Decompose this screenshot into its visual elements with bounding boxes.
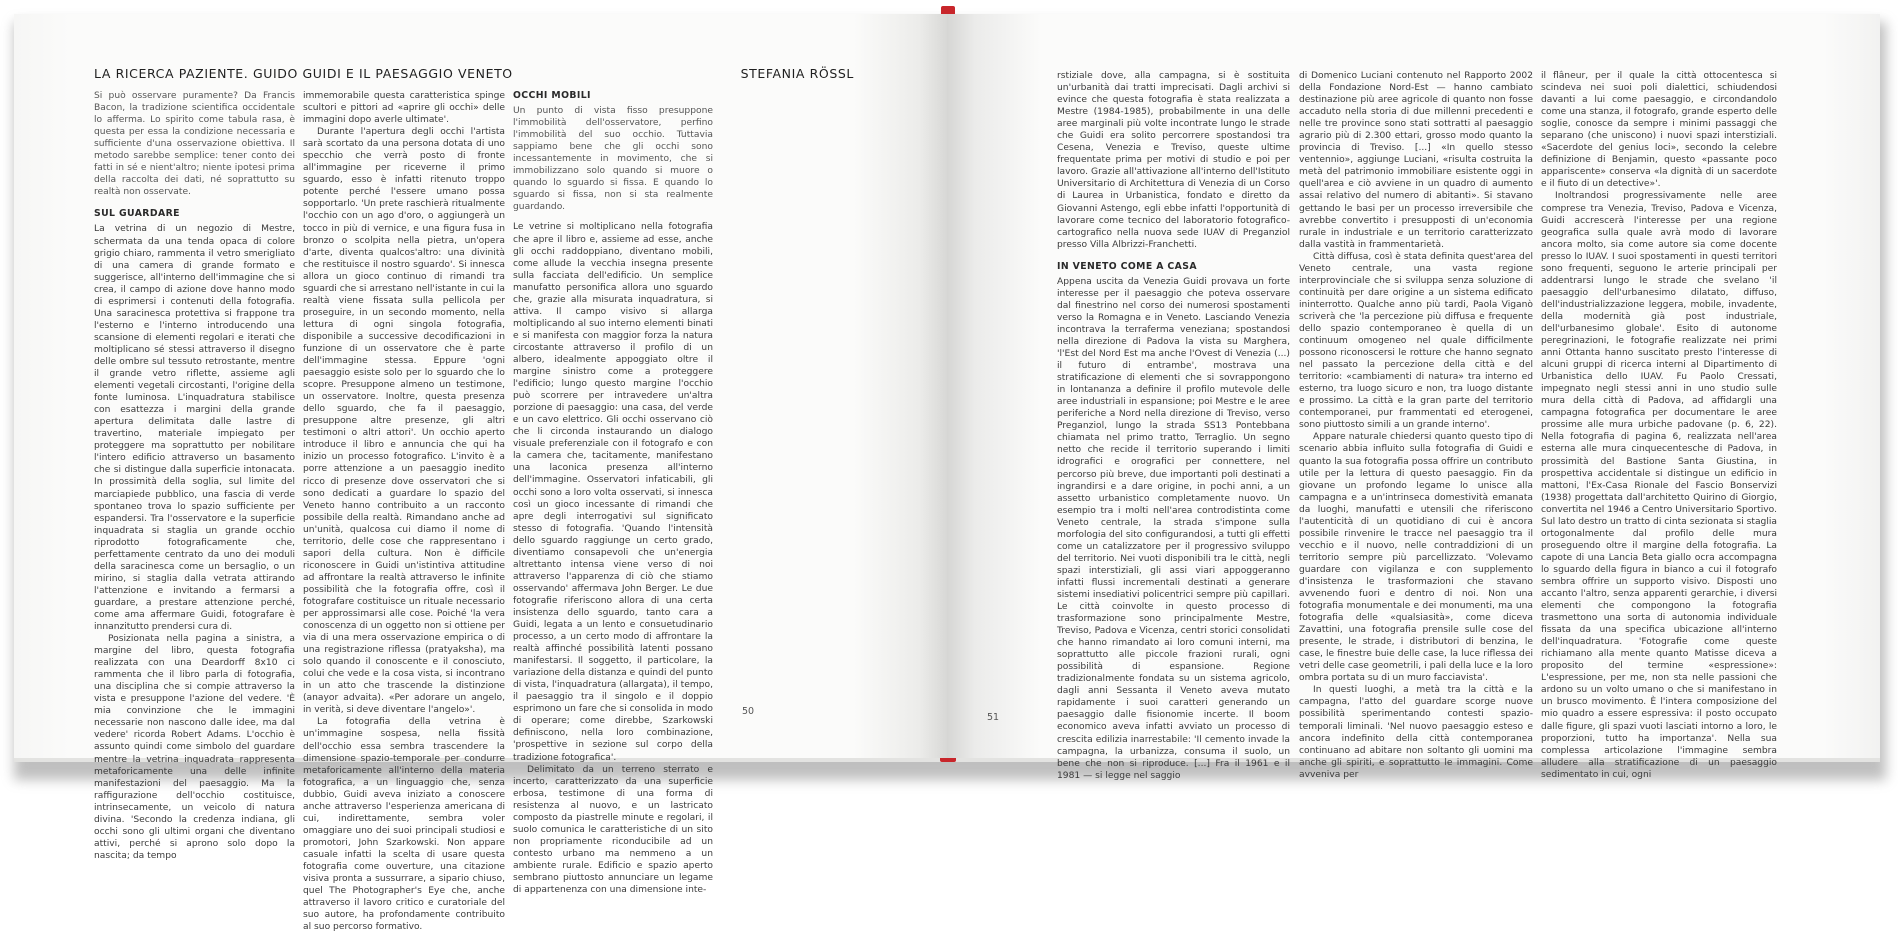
section-heading: IN VENETO COME A CASA (1057, 260, 1197, 272)
paragraph: Durante l'apertura degli occhi l'artista sarà scortato da una persona dotata di uno specchio che verrà posto di fronte all'immagine per riceverne il primo sguardo, esso è infatti ritenuto troppo potente perché l'essere umano possa sopportarlo. 'Un prete raschierà ritualmente l'occhio con un ago d'oro, o aggiungerà un tocco in più di vernice, e una figura fusa in bronzo o scolpita nella pietra, un'opera d'arte, diventa qualcos'altro: una divinità che restituisce il nostro sguardo'. Si innesca allora un gioco continuo di rimandi tra sguardi che si arrestano nell'istante in cui la realtà viene fissata sulla pellicola per proseguire, in un secondo momento, nella lettura di ogni singola fotografia, disponibile a successive decodificazioni in funzione di un osservatore che è parte dell'immagine stessa. Eppure 'ogni paesaggio esiste solo per lo sguardo che lo scopre. Presuppone almeno un testimone, un osservatore. Inoltre, questa presenza dello sguardo, che fa il paesaggio, presuppone altre presenze, gli altri testimoni o altri attori'. Un occhio aperto introduce il libro e annuncia che qui ha inizio un processo fotografico. L'invito è a porre attenzione a un paesaggio inedito ricco di presenze dove osservatori che si sono dedicati a guardare lo spazio del Veneto hanno contribuito a un racconto possibile della realtà. Rimandano anche ad un'unità, qualcosa cui diamo il nome di territorio, delle cose che rappresentano i sapori della cultura. Non è difficile riconoscere in Guidi un'istintiva attitudine ad affrontare la realtà attraverso le infinite possibilità che la fotografia offre, così il fotografare costituisce un rituale necessario per approssimarsi alle cose. Poiché 'la vera conoscenza di un oggetto non si ottiene per via di una mera osservazione empirica o di una registrazione riflessa (pratyaksha), ma solo quando il conoscente e il conosciuto, colui che vede e la cosa vista, si incontrano in un atto che trascende la distinzione (anayor advaita). «Per adorare un angelo, in verità, si deve diventare l'angelo»'. (303, 127, 505, 716)
left-page (14, 14, 947, 933)
right-column-1 (1057, 70, 1290, 782)
paragraph: In questi luoghi, a metà tra la città e la campagna, l'atto del guardare scorge nuove possibilità sperimentando contesti spazio-temporali liminali. 'Nel nuovo paesaggio esteso e ancora indefinito della città contemporanea continuano ad abitare non soltanto gli uomini ma anche gli spiriti, e soprattutto le immagini. Come avveniva per (1299, 685, 1533, 780)
paragraph: Le vetrine si moltiplicano nella fotografia che apre il libro e, assieme ad esse, anche gli occhi raddoppiano, diventano mobili, come allude la vecchia insegna presente sulla facciata dell'edificio. Un semplice manufatto personifica allora uno sguardo che, grazie alla misurata inquadratura, si attiva. Il campo visivo si allarga moltiplicando al suo interno elementi binati e si manifesta con maggior forza la natura circostante attraverso il profilo di un albero, idealmente appoggiato oltre il margine sinistro come a proteggere l'edificio; lungo questo margine l'occhio può scorrere per intravedere un'altra porzione di paesaggio: una casa, del verde e un cavo elettrico. Gli occhi osservano ciò che li circonda instaurando un dialogo visuale preferenziale con il fotografo e con la camera che, tacitamente, manifestano una laconica presenza all'interno dell'immagine. Osservatori infaticabili, gli occhi sono a loro volta osservati, si innesca così un gioco incessante di rimandi che apre degli interrogativi sul significato stesso di fotografia. 'Quando l'intensità dello sguardo raggiunge un certo grado, diventiamo consapevoli che un'energia altrettanto intensa viene verso di noi attraverso l'apparenza di ciò che stiamo osservando' affermava John Berger. Le due fotografie riferiscono allora di una certa insistenza dello sguardo, tanto cara a Guidi, legata a un lento e consuetudinario processo, a un certo modo di affrontare la realtà affinché possibilità latenti possano manifestarsi. Il soggetto, il particolare, la variazione della distanza e quindi del punto di vista, l'inquadratura (allargata), il tempo, il paesaggio tra il singolo e il doppio esprimono un fare che si consolida in modo di operare; come direbbe, Szarkowski definiscono, nella loro combinazione, 'prospettive in sezione sul corpo della tradizione fotografica'. (513, 222, 713, 763)
page-number: 51 (987, 712, 1000, 723)
right-column-2 (1299, 70, 1533, 781)
paragraph: di Domenico Luciani contenuto nel Rapporto 2002 della Fondazione Nord-Est — hanno cambiato destinazione più aree agricole di quanto non fosse accaduto nella storia di due millenni precedenti e nelle tre province sono stati sottratti al paesaggio agrario più di 2.300 ettari, grosso modo quanto la provincia di Treviso. [...] «In quello stesso ventennio», aggiunge Luciani, «risulta costruita la metà del patrimonio immobiliare esistente oggi in quell'area e ciò avviene in un quadro di aumento assai relativo del numero di abitanti». Si stavano gettando le basi per un processo irreversibile che avrebbe convertito i presupposti di un'economia rurale in industriale e un territorio caratterizzato dalla vastità in frammentarietà. (1299, 71, 1533, 250)
page-number: 50 (742, 706, 755, 717)
section-heading: OCCHI MOBILI (513, 90, 591, 101)
paragraph: immemorabile questa caratteristica spinge scultori e pittori ad «aprire gli occhi» delle immagini dopo averle ultimate'. (303, 91, 505, 126)
paragraph: La fotografia della vetrina è un'immagine sospesa, nella fissità dell'occhio essa sembra trascendere la dimensione spazio-temporale per condurre metaforicamente all'interno della materia fotografica, a un linguaggio che, senza dubbio, Guidi aveva iniziato a conoscere anche attraverso l'esperienza americana di cui, indirettamente, sembra voler omaggiare uno dei suoi principali studiosi e promotori, John Szarkowski. Non appare casuale infatti la scelta di usare questa fotografia come ouverture, una citazione visiva pronta a sussurrare, a sipario chiuso, quel The Photographer's Eye che, anche attraverso il lavoro critico e curatoriale del suo autore, ha profondamente contribuito al suo percorso formativo. (303, 717, 505, 933)
left-column-2 (303, 90, 505, 933)
left-column-1 (94, 90, 295, 862)
right-page (947, 14, 1880, 781)
paragraph: Appare naturale chiedersi quanto questo tipo di scenario abbia influito sulla fotografia di Guidi e quanto la sua fotografia possa offrire un contributo utile per la lettura di questo paesaggio. Fin da giovane un profondo legame lo unisce alla campagna e a un'intrinseca domestività emanata da luoghi, manufatti e utensili che riferiscono l'autenticità di un quotidiano di cui è ancora possibile rinvenire le tracce nel paesaggio tra il vecchio e il nuovo, nelle contraddizioni di un territorio sempre più parcellizzato. 'Volevamo guardare con vigilanza e con supplemento d'insistenza le trasformazioni che stavano avvenendo fuori e dentro di noi. Non una fotografia monumentale e dei monumenti, ma una fotografia delle «qualsiasità», come diceva Zavattini, una fotografia prensile sulle cose del presente, le strade, i distributori di benzina, le case, le finestre buie delle case, la luce riflessa dei vetri delle case geometrili, i pali della luce e la loro ombra portata su di un muro facciavista'. (1299, 432, 1533, 684)
paragraph: La vetrina di un negozio di Mestre, schermata da una tenda opaca di colore grigio chiaro, rammenta il vetro smerigliato di una camera di grande formato e suggerisce, all'interno dell'immagine che si crea, il campo di azione dove hanno modo di esprimersi i contenuti della fotografia. Una saracinesca protettiva si frappone tra l'esterno e l'interno introducendo una scansione di elementi regolari e iterati che moltiplicano sé stessi attraverso il disegno delle ombre sul tessuto retrostante, mentre il grande vetro riflette, assieme agli elementi vegetali circostanti, l'origine della fonte luminosa. L'inquadratura stabilisce con esattezza i margini della grande apertura delimitata dalle lastre di travertino, materiale impiegato per proteggere ma soprattutto per nobilitare l'intero edificio attraverso un basamento che si distingue dalla superficie intonacata. In prossimità della soglia, sul limite del marciapiede pubblico, una fascia di verde spontaneo trova lo spazio sufficiente per espandersi. Tra l'osservatore e la superficie inquadrata si staglia un grande occhio riprodotto fotograficamente che, perfettamente centrato da uno dei moduli della saracinesca come un bersaglio, o un mirino, si staglia dalla vetrata attirando l'attenzione e invitando a fermarsi a guardare, a prestare attenzione perché, come ama affermare Guidi, fotografare è innanzitutto prendersi cura di. (94, 224, 295, 633)
paragraph: il flâneur, per il quale la città ottocentesca si scindeva nei suoi poli dialettici, schiudendosi davanti a lui come paesaggio, e circondandolo come una stanza, il fotografo, grande esperto delle soglie, conosce da sempre i minimi passaggi che separano (che uniscono) i nuovi spazi interstiziali. «Sacerdote del genius loci», secondo la celebre definizione di Benjamin, questo «passante poco appariscente» conserva «la dignità di un sacerdote e il fiuto di un detective»'. (1541, 71, 1777, 190)
section-heading: SUL GUARDARE (94, 208, 180, 220)
paragraph: Delimitato da un terreno sterrato e incerto, caratterizzato da una superficie erbosa, testimone di una forma di resistenza al nuovo, e un lastricato composto da piastrelle minute e regolari, il suolo comunica le caratteristiche di un sito non propriamente riconducibile ad un contesto urbano ma nemmeno a un ambiente rurale. Edificio e spazio aperto sembrano piuttosto annunciare un legame di appartenenza con una dimensione inte- (513, 764, 713, 896)
intro-quote: Un punto di vista fisso presuppone l'immobilità dell'osservatore, perfino l'immobilità del suo occhio. Tuttavia sappiamo bene che gli occhi sono incessantemente in movimento, che si immobilizzano solo quando si muore o quando lo sguardo si fissa. E quando lo sguardo si fissa, non si sta realmente guardando. (513, 106, 713, 213)
paragraph: Appena uscita da Venezia Guidi provava un forte interesse per il paesaggio che poteva osservare dal finestrino nel corso dei numerosi spostamenti verso la Romagna e in Veneto. Lasciando Venezia incontrava la terraferma veneziana; spostandosi nella direzione di Padova la vista su Marghera, 'l'Est del Nord Est ma anche l'Ovest di Venezia (...) il futuro di entrambe', mostrava una stratificazione di elementi che si sovrappongono in lontananza a definire il profilo mutevole delle aree industriali in espansione; poi Mestre e le aree periferiche a Nord nella direzione di Treviso, verso Preganziol, lungo la strada SS13 Pontebbana chiamata nel primo tratto, Terraglio. Un segno netto che recide il territorio superando i limiti idrografici e orografici per connettere, nel percorso più breve, due importanti poli destinati a ingrandirsi e a dare origine, in pochi anni, a un assetto urbanistico completamente nuovo. Un esempio tra i molti nell'area controdistinta come Veneto centrale, la strada s'impone sulla morfologia del sito configurandosi, a tutti gli effetti come un catalizzatore per il progressivo sviluppo del territorio. Nei vuoti disponibili tra le città, negli spazi interstiziali, gli assi viari appoggeranno infatti flussi incrementali destinati a generare sistemi insediativi policentrici sempre più capillari. Le città coinvolte in questo processo di trasformazione sono principalmente Mestre, Treviso, Padova e Vicenza, centri storici consolidati che hanno rimandato ai loro comuni interni, ma soprattutto alle piccole frazioni rurali, ogni possibilità di espansione. Regione tradizionalmente fondata su un sistema agricolo, dagli anni Sessanta il Veneto aveva mutato rapidamente i suoi caratteri generando un paesaggio dalle fisionomie incerte. Il boom economico aveva infatti avviato un processo di crescita edilizia inarrestabile: 'Il cemento invade la campagna, la urbanizza, consuma il suolo, un bene che non si riproduce. [...] Fra il 1961 e il 1981 — si legge nel saggio (1057, 276, 1290, 781)
page-title: LA RICERCA PAZIENTE. GUIDO GUIDI E IL PAESAGGIO VENETO (94, 66, 513, 81)
paragraph: Inoltrandosi progressivamente nelle aree comprese tra Venezia, Treviso, Padova e Vicenza, Guidi accrescerà l'interesse per una regione geografica sulla quale avrà modo di lavorare ancora molto, sia come autore sia come docente presso lo IUAV. I suoi spostamenti in questi territori sono frequenti, seguono le arterie principali per addentrarsi lungo le strade che svelano 'il paesaggio dell'urbanesimo dilatato, diffuso, dell'industrializzazione leggera, mobile, invadente, della modernità già post industriale, dell'urbanesimo globale'. Esito di autonome peregrinazioni, le fotografie realizzate nei primi anni Ottanta hanno suscitato presto l'interesse di alcuni gruppi di ricerca interni al Dipartimento di Urbanistica dello IUAV. Fu Paolo Cressati, impegnato negli stessi anni in uno studio sulle mura della città di Padova, ad affidargli una campagna fotografica per documentare le aree prossime alle mura urbiche padovane (p. 6, 22). Nella fotografia di pagina 6, realizzata nell'area esterna alle mura cinquecentesche di Padova, in prossimità del Bastione Santa Giustina, in prospettiva accidentale si distingue un edificio in mattoni, l'Ex-Casa Rionale del Fascio Bonservizi (1938) progettata dall'architetto Quirino di Giorgio, convertita nel 1946 a Centro Universitario Sportivo. Sul lato destro un tratto di cinta sezionata si staglia ortogonalmente dal profilo delle mura proseguendo oltre il margine della fotografia. La capote di una Lancia Beta giallo ocra accompagna lo sguardo della figura in bianco a cui il fotografo sembra offrire un supporto visivo. Disposti uno accanto l'altro, senza apparenti gerarchie, i diversi elementi che compongono la fotografia trasmettono una sorta di autonomia individuale fissata da una specifica ubicazione all'interno dell'inquadratura. 'Fotografie come queste richiamano alla mente quanto Matisse diceva a proposito del termine «espressione»: L'espressione, per me, non sta nelle passioni che ardono su un volto umano o che si manifestano in un brusco movimento. È l'intera composizione del mio quadro a essere espressiva: il posto occupato dalle figure, gli spazi vuoti lasciati intorno a loro, le proporzioni, tutto ha importanza'. Nella sua complessa articolazione l'immagine sembra alludere alla stratificazione di un paesaggio sedimentato in cui, ogni (1541, 191, 1777, 780)
author-name: STEFANIA RÖSSL (740, 66, 854, 81)
paragraph: Città diffusa, così è stata definita quest'area del Veneto centrale, una vasta regione interprovinciale che si sviluppa senza soluzione di continuità per dare origine a un sistema edificato ininterrotto. Qualche anno più tardi, Paola Viganò scriverà che 'la percezione più diffusa e frequente dello spazio contemporaneo è quella di un continuum omogeneo nel quale difficilmente possono riconoscersi le rotture che hanno segnato nel passato la percezione della città e del territorio: «cambiamenti di natura» tra interno ed esterno, tra luogo sicuro e non, tra luogo distante e prossimo. La città e la gran parte del territorio contemporanei, pur frammentati ed eterogenei, sono piuttosto simili a un grande interno'. (1299, 251, 1533, 431)
paragraph: Posizionata nella pagina a sinistra, a margine del libro, questa fotografia realizzata con una Deardorff 8x10 ci rammenta che il libro parla di fotografia, una disciplina che si compie attraverso la vista e presuppone l'azione del vedere. 'È mia convinzione che le immagini necessarie non nascono dalle idee, ma dal vedere' ricorda Robert Adams. L'occhio è assunto quindi come simbolo del guardare mentre la vetrina inquadrata rappresenta metaforicamente una delle infinite manifestazioni del paesaggio. Ma la raffigurazione dell'occhio costituisce, intrinsecamente, un veicolo di natura divina. 'Secondo la credenza indiana, gli occhi sono gli ultimi organi che diventano attivi, perché si aprono solo dopo la nascita; da tempo (94, 634, 295, 861)
intro-quote: Si può osservare puramente? Da Francis Bacon, la tradizione scientifica occidentale lo afferma. Lo spirito come tabula rasa, è questa per essa la condizione necessaria e sufficiente d'una osservazione obiettiva. Il metodo sarebbe semplice: tener conto dei fatti in sé e nient'altro; niente ipotesi prima della raccolta dei dati, né soprattutto su realtà non osservate. (94, 91, 295, 198)
left-column-3 (513, 90, 713, 896)
right-column-3 (1541, 70, 1777, 781)
paragraph: rstiziale dove, alla campagna, si è sostituita un'urbanità dai tratti imprecisati. Dagli archivi si evince che questa fotografia è stata realizzata a Mestre (1984-1985), probabilmente in una delle aree marginali più volte incontrate lungo le strade che Guidi era solito percorrere spostandosi tra Cesena, Venezia e Treviso, queste ultime frequentate prima per motivi di studio e poi per lavoro. Grazie all'attivazione all'interno dell'Istituto Universitario di Architettura di Venezia di un Corso di Laurea in Urbanistica, fondato e diretto da Giovanni Astengo, egli ebbe infatti l'opportunità di lavorare come tecnico del laboratorio fotografico-cartografico nella nuova sede IUAV di Preganziol presso Villa Albrizzi-Franchetti. (1057, 71, 1290, 250)
